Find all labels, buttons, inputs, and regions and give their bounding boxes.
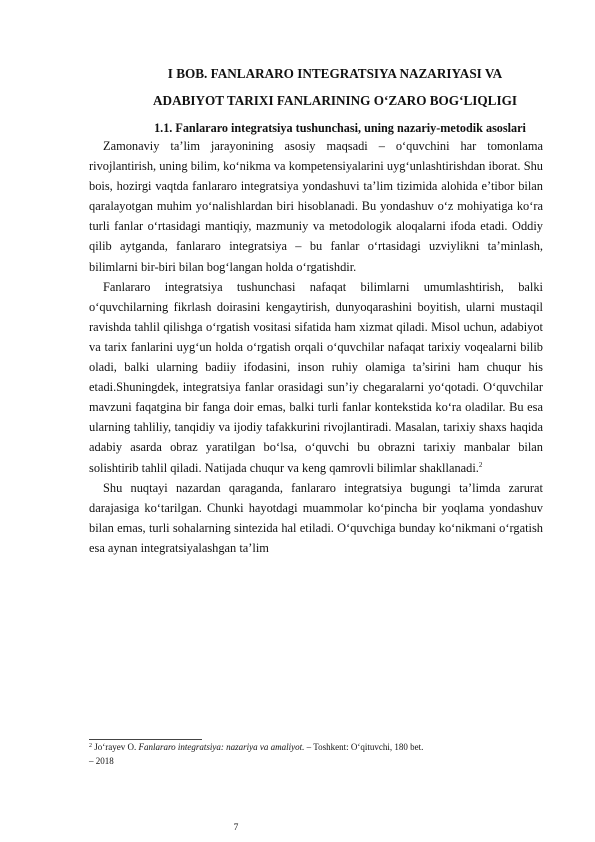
paragraph-2-text: Fanlararo integratsiya tushunchasi nafaqat bilimlarni umumlashtirish, balki o‘quvchilarning fikrlash doirasini kengaytirish, dunyoqarashini boyitish, ularni mustaqil ravishda tahlil qilishga o‘rgatish vositasi sifatida ham xizmat qiladi. Misol uchun, adabiyot va tarix fanlarini uyg‘un holda o‘rgatish orqali o‘quvchilar nafaqat tarixiy voqealarni bilib oladi, balki ularning badiiy ifodasini, inson ruhiy olamiga ta’sirini ham chuqur his etadi.Shuningdek, integratsiya fanlar orasidagi sun’iy chegaralarni yo‘qotadi. O‘quvchilar mavzuni faqatgina bir fanga doir emas, balki turli fanlar kontekstida ko‘ra oladilar. Bu esa ularning tahliliy, tanqidiy va ijodiy tafakkurini rivojlantiradi. Masalan, tarixiy shaxs haqida adabiy asarda obraz yaratilgan bo‘lsa, o‘quvchi bu obrazni tarixiy manbalar bilan solishtirib tahlil qiladi. Natijada chuqur va keng qamrovli bilimlar shakllanadi. (89, 279, 543, 475)
paragraph-3 (89, 478, 543, 558)
chapter-title-line1: I BOB. FANLARARO INTEGRATSIYA NAZARIYASI VA (167, 66, 503, 81)
paragraph-1 (89, 136, 543, 277)
footnote-reference[interactable]: 2 (478, 460, 483, 469)
footnote-title: Fanlararo integratsiya: nazariya va amaliyot. (138, 742, 305, 752)
chapter-title-line2: ADABIYOT TARIXI FANLARINING O‘ZARO BOG‘LIQLIGI (153, 93, 517, 108)
page-number: 7 (233, 823, 239, 833)
footnote-author: Jo‘rayev O. (94, 742, 137, 752)
paragraph-2 (89, 277, 543, 478)
footnote-publisher: – Toshkent: O‘qituvchi, 180 bet. (306, 742, 424, 752)
footnote-number: 2 (89, 743, 92, 749)
paragraph-1-text: Zamonaviy ta’lim jarayonining asosiy maqsadi – o‘quvchini har tomonlama rivojlantirish, uning bilim, ko‘nikma va kompetensiyalarini uyg‘unlashtirishdan iborat. Shu bois, hozirgi vaqtda fanlararo integratsiya yondashuvi ta’lim tizimida alohida e’tibor bilan qaralayotgan muhim yo‘nalishlardan biri hisoblanadi. Bu yondashuv o‘z mohiyatiga ko‘ra turli fanlar o‘rtasidagi mantiqiy, mazmuniy va metodologik aloqalarni ifoda etadi. Oddiy qilib aytganda, fanlararo integratsiya – bu fanlar o‘rtasidagi uzviylikni ta’minlash, bilimlarni bir-biri bilan bog‘langan holda o‘rgatishdir. (89, 139, 543, 274)
footnote-year: – 2018 (89, 755, 114, 766)
body-text (89, 136, 543, 558)
footnote-separator (89, 739, 202, 740)
section-title: 1.1. Fanlararo integratsiya tushunchasi, uning nazariy-metodik asoslari (154, 121, 526, 135)
paragraph-3-text: Shu nuqtayi nazardan qaraganda, fanlararo integratsiya bugungi ta’limda zarurat darajasiga ko‘tarilgan. Chunki hayotdagi muammolar ko‘pincha bir yoqlama yondashuv bilan emas, turli sohalarning sintezida hal etiladi. O‘quvchiga bunday ko‘nikmani o‘rgatish esa aynan integratsiyalashgan ta’lim (89, 480, 543, 555)
footnote (89, 741, 559, 768)
